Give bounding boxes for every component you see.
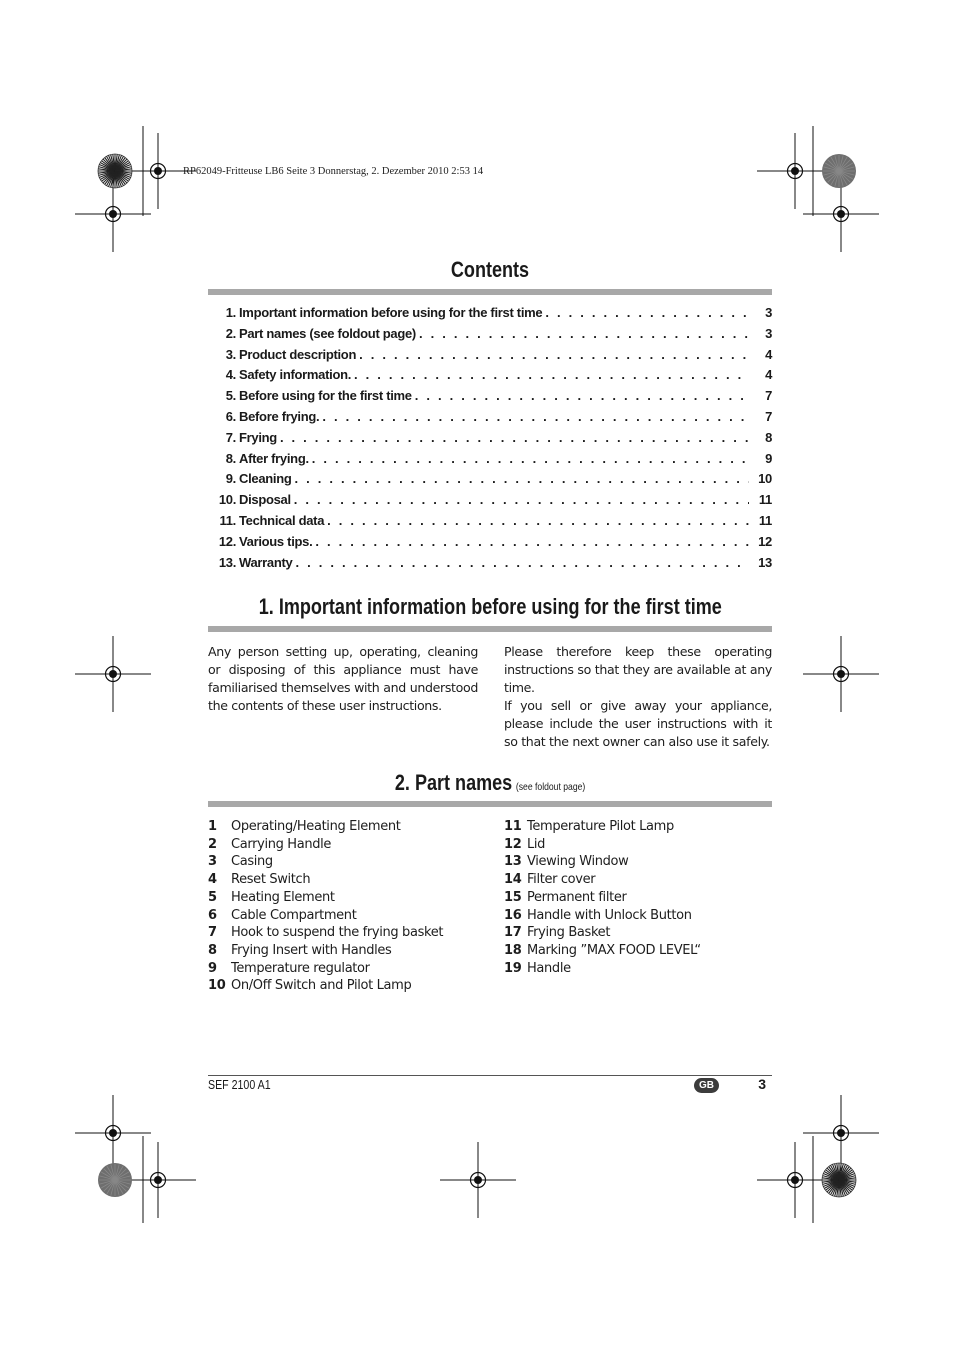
section-2-heading-note: (see foldout page) bbox=[515, 781, 586, 793]
part-label: Casing bbox=[231, 854, 273, 870]
part-number: 17 bbox=[504, 925, 522, 941]
part-number: 8 bbox=[208, 942, 217, 958]
part-list-item bbox=[208, 924, 488, 942]
part-list-item bbox=[504, 942, 772, 960]
toc-row[interactable] bbox=[208, 534, 772, 555]
toc-number: 2. bbox=[225, 325, 236, 341]
grey-calibration-disc-icon bbox=[97, 1162, 133, 1198]
part-label: Hook to suspend the frying basket bbox=[231, 925, 444, 941]
toc-row[interactable] bbox=[208, 409, 772, 430]
toc-number: 1. bbox=[225, 305, 236, 320]
parts-list-right bbox=[504, 818, 772, 977]
part-number: 6 bbox=[208, 907, 217, 923]
part-label: Viewing Window bbox=[527, 854, 629, 870]
part-list-item bbox=[208, 818, 488, 836]
toc-number: 11. bbox=[219, 512, 236, 528]
toc-title: Cleaning bbox=[239, 471, 292, 487]
toc-page-number: 10 bbox=[758, 471, 772, 487]
toc-title: Safety information. bbox=[239, 367, 352, 383]
crop-mark bbox=[142, 1135, 144, 1224]
footer-rule bbox=[208, 1075, 772, 1076]
toc-title: Disposal bbox=[239, 492, 291, 508]
toc-number: 12. bbox=[218, 533, 236, 549]
part-number: 2 bbox=[208, 836, 217, 852]
part-label: On/Off Switch and Pilot Lamp bbox=[231, 978, 412, 994]
toc-title: Various tips. bbox=[239, 533, 313, 549]
toc-title: Before frying. bbox=[239, 408, 320, 424]
toc-leader-dots bbox=[545, 305, 749, 320]
toc-title: Warranty bbox=[239, 554, 293, 570]
toc-page-number: 7 bbox=[765, 388, 772, 404]
toc-number: 5. bbox=[225, 388, 236, 404]
part-number: 10 bbox=[208, 978, 226, 994]
part-number: 19 bbox=[504, 960, 522, 976]
toc-page-number: 7 bbox=[765, 408, 772, 424]
crop-mark bbox=[142, 125, 144, 217]
part-label: Reset Switch bbox=[231, 872, 311, 888]
part-list-item bbox=[208, 907, 488, 925]
part-list-item bbox=[504, 871, 772, 889]
section-1-rule bbox=[208, 626, 772, 632]
language-badge: GB bbox=[694, 1078, 719, 1093]
parts-list-left bbox=[208, 818, 488, 995]
toc-number: 7. bbox=[225, 429, 236, 445]
section-1-right-paragraph-1: Please therefore keep these operating instructions so that they are available at any time. bbox=[504, 644, 772, 695]
part-label: Cable Compartment bbox=[231, 907, 357, 923]
crop-mark bbox=[812, 1135, 814, 1224]
toc-leader-dots bbox=[295, 471, 750, 486]
page-number: 3 bbox=[758, 1076, 766, 1092]
part-list-item bbox=[504, 907, 772, 925]
toc-number: 6. bbox=[225, 408, 236, 424]
toc-title: Part names (see foldout page) bbox=[239, 325, 416, 341]
section-1-right-paragraph-2: If you sell or give away your appliance, please include the user instructions with it so that the next owner can also use it safely. bbox=[504, 698, 772, 749]
part-label: Lid bbox=[527, 836, 546, 852]
toc-number: 9. bbox=[225, 471, 236, 487]
part-number: 5 bbox=[208, 889, 217, 905]
part-list-item bbox=[504, 924, 772, 942]
part-number: 15 bbox=[504, 889, 522, 905]
registration-crosshair-icon bbox=[801, 634, 881, 714]
part-label: Filter cover bbox=[527, 872, 596, 888]
part-label: Temperature Pilot Lamp bbox=[527, 819, 674, 834]
toc-row[interactable] bbox=[208, 430, 772, 451]
part-label: Heating Element bbox=[231, 889, 335, 905]
toc-page-number: 3 bbox=[765, 305, 772, 320]
toc-leader-dots bbox=[322, 409, 749, 424]
table-of-contents bbox=[208, 305, 772, 575]
toc-number: 3. bbox=[225, 346, 236, 362]
part-label: Permanent filter bbox=[527, 889, 627, 905]
part-label: Marking ”MAX FOOD LEVEL“ bbox=[527, 942, 701, 958]
part-label: Temperature regulator bbox=[231, 960, 370, 976]
toc-leader-dots bbox=[415, 388, 749, 403]
part-list-item bbox=[504, 818, 772, 836]
part-number: 3 bbox=[208, 854, 217, 870]
toc-title: Important information before using for the first time bbox=[239, 305, 543, 320]
contents-rule bbox=[208, 289, 772, 295]
part-label: Frying Basket bbox=[527, 925, 611, 941]
color-calibration-wheel-icon bbox=[821, 1162, 857, 1198]
part-list-item bbox=[504, 889, 772, 907]
part-number: 14 bbox=[504, 872, 522, 888]
toc-row[interactable] bbox=[208, 555, 772, 576]
toc-row[interactable] bbox=[208, 326, 772, 347]
toc-page-number: 9 bbox=[765, 450, 772, 466]
toc-number: 10. bbox=[218, 492, 236, 508]
part-label: Frying Insert with Handles bbox=[231, 942, 392, 958]
section-2-rule bbox=[208, 801, 772, 807]
toc-leader-dots bbox=[315, 534, 749, 549]
crop-mark bbox=[812, 125, 814, 217]
toc-title: Product description bbox=[239, 346, 357, 362]
part-list-item bbox=[504, 836, 772, 854]
toc-leader-dots bbox=[419, 326, 749, 341]
toc-title: After frying. bbox=[239, 450, 309, 466]
toc-leader-dots bbox=[312, 451, 749, 466]
part-list-item bbox=[208, 853, 488, 871]
section-1-heading: 1. Important information before using for the first time bbox=[258, 594, 722, 619]
registration-crosshair-icon bbox=[438, 1140, 518, 1220]
part-label: Operating/Heating Element bbox=[231, 819, 401, 834]
toc-page-number: 13 bbox=[758, 554, 772, 570]
part-number: 16 bbox=[504, 907, 522, 923]
toc-number: 13. bbox=[218, 554, 236, 570]
print-slug-header: RP62049-Fritteuse LB6 Seite 3 Donnerstag, 2. Dezember 2010 2:53 14 bbox=[183, 166, 484, 177]
part-label: Carrying Handle bbox=[231, 836, 332, 852]
part-list-item bbox=[208, 871, 488, 889]
section-1-left-paragraph: Any person setting up, operating, cleaning or disposing of this appliance must have familiarised themselves with and understood the contents of these user instructions. bbox=[208, 644, 478, 713]
toc-leader-dots bbox=[354, 367, 749, 382]
toc-row[interactable] bbox=[208, 451, 772, 472]
toc-page-number: 4 bbox=[765, 367, 772, 383]
part-list-item bbox=[208, 889, 488, 907]
part-number: 4 bbox=[208, 872, 217, 888]
section-2-heading-row bbox=[208, 770, 772, 796]
part-list-item bbox=[208, 977, 488, 995]
part-number: 1 bbox=[208, 819, 217, 834]
contents-heading: Contents bbox=[450, 257, 530, 282]
footer-model: SEF 2100 A1 bbox=[208, 1078, 271, 1092]
toc-title: Before using for the first time bbox=[239, 388, 412, 404]
toc-page-number: 4 bbox=[765, 346, 772, 362]
part-number: 13 bbox=[504, 854, 522, 870]
part-number: 11 bbox=[504, 819, 522, 834]
toc-page-number: 8 bbox=[765, 429, 772, 445]
toc-row[interactable] bbox=[208, 513, 772, 534]
part-list-item bbox=[208, 836, 488, 854]
toc-page-number: 12 bbox=[758, 533, 772, 549]
toc-leader-dots bbox=[294, 492, 749, 507]
toc-leader-dots bbox=[359, 347, 749, 362]
toc-row[interactable] bbox=[208, 492, 772, 513]
part-number: 12 bbox=[504, 836, 522, 852]
toc-leader-dots bbox=[295, 555, 749, 570]
grey-calibration-disc-icon bbox=[821, 153, 857, 189]
toc-row[interactable] bbox=[208, 347, 772, 368]
part-label: Handle with Unlock Button bbox=[527, 907, 692, 923]
toc-title: Frying bbox=[239, 429, 277, 445]
part-list-item bbox=[504, 853, 772, 871]
toc-row[interactable] bbox=[208, 367, 772, 388]
toc-page-number: 11 bbox=[758, 512, 772, 528]
toc-row[interactable] bbox=[208, 471, 772, 492]
section-2-heading: 2. Part names bbox=[394, 770, 513, 795]
part-label: Handle bbox=[527, 960, 571, 976]
part-number: 7 bbox=[208, 925, 217, 941]
part-number: 18 bbox=[504, 942, 522, 958]
toc-leader-dots bbox=[280, 430, 749, 445]
toc-leader-dots bbox=[327, 513, 749, 528]
toc-number: 8. bbox=[225, 450, 236, 466]
part-number: 9 bbox=[208, 960, 217, 976]
registration-crosshair-icon bbox=[73, 634, 153, 714]
part-list-item bbox=[208, 942, 488, 960]
toc-page-number: 11 bbox=[758, 492, 772, 508]
toc-row[interactable] bbox=[208, 388, 772, 409]
toc-title: Technical data bbox=[239, 512, 325, 528]
part-list-item bbox=[504, 960, 772, 978]
part-list-item bbox=[208, 960, 488, 978]
toc-page-number: 3 bbox=[765, 325, 772, 341]
color-calibration-wheel-icon bbox=[97, 153, 133, 189]
toc-number: 4. bbox=[225, 367, 236, 383]
toc-row[interactable] bbox=[208, 305, 772, 326]
